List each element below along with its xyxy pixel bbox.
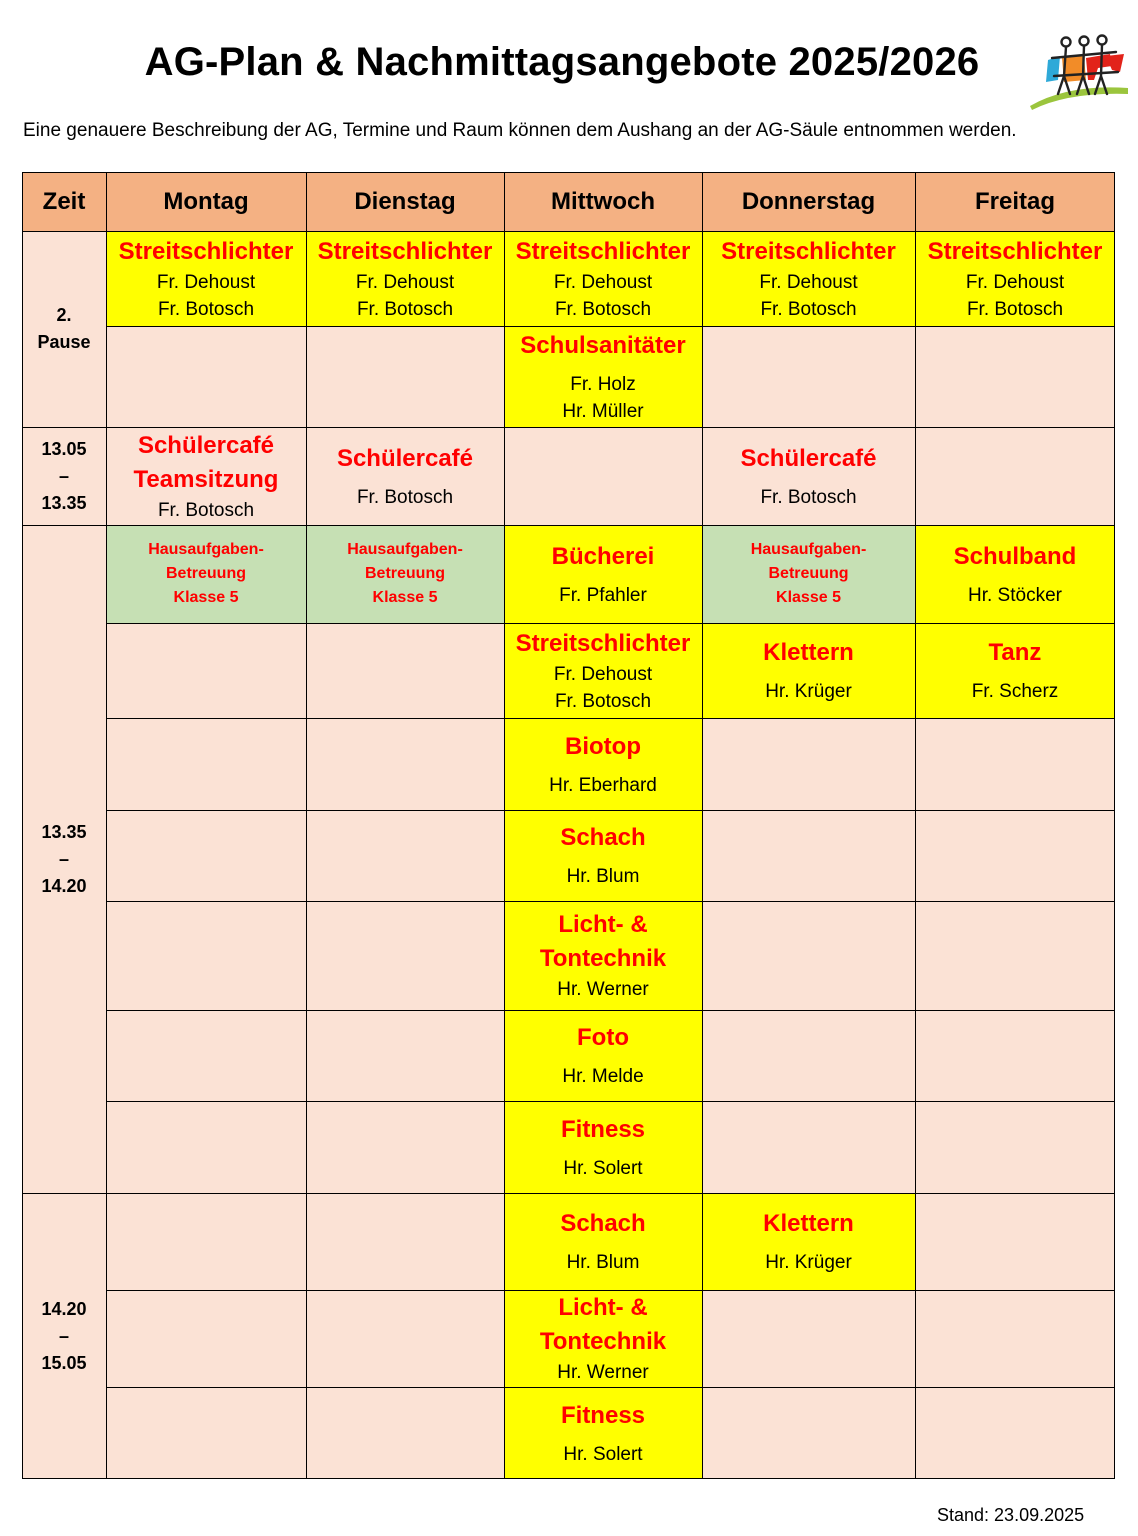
grid-line — [1114, 172, 1115, 1479]
ag-title — [540, 908, 666, 976]
ag-name: Schülercafé — [137, 431, 275, 459]
grid-line — [106, 1387, 1115, 1388]
teacher-name: Hr. Eberhard — [549, 774, 657, 796]
grid-line — [306, 172, 307, 1479]
grid-line — [22, 1478, 1115, 1479]
ag-name: Bücherei — [551, 542, 655, 570]
teacher-name: Hr. Stöcker — [968, 584, 1062, 606]
grid-line — [106, 1010, 1115, 1011]
ag-name: Klasse 5 — [776, 589, 841, 606]
grid-line — [106, 718, 1115, 719]
ag-name: Schülercafé — [740, 444, 877, 472]
column-header: Freitag — [915, 172, 1115, 231]
page-title: AG-Plan & Nachmittagsangebote 2025/2026 — [144, 40, 980, 84]
teacher-name: Hr. Müller — [562, 400, 644, 422]
ag-name: Klettern — [763, 639, 854, 666]
ag-name: Streitschlichter — [515, 629, 691, 657]
grid-line — [106, 623, 1115, 624]
grid-line — [22, 1193, 1115, 1194]
ag-name: Foto — [577, 1024, 629, 1051]
ag-cell[interactable] — [306, 427, 504, 525]
grid-line — [106, 326, 1115, 327]
ag-cell[interactable] — [915, 623, 1115, 718]
school-logo — [1028, 32, 1132, 112]
ag-cell[interactable] — [504, 810, 702, 901]
time-slot-line: Pause — [37, 332, 91, 352]
ag-cell[interactable] — [504, 1193, 702, 1290]
ag-title — [954, 540, 1077, 574]
empty-cell — [106, 901, 306, 1010]
time-slot-line: 14.20 — [41, 875, 87, 896]
empty-cell — [915, 1290, 1115, 1387]
teacher-name: Hr. Krüger — [765, 1252, 852, 1273]
teacher-name: Hr. Krüger — [765, 681, 852, 702]
ag-name: Schach — [560, 824, 646, 851]
teacher-name: Hr. Werner — [557, 979, 649, 1000]
empty-cell — [306, 326, 504, 427]
empty-cell — [915, 427, 1115, 525]
empty-cell — [106, 623, 306, 718]
ag-cell[interactable] — [504, 718, 702, 810]
stand-date: Stand: 23.09.2025 — [937, 1505, 1085, 1525]
empty-cell — [702, 718, 915, 810]
ag-name: Hausaufgaben- — [750, 541, 867, 558]
teacher-name: Fr. Dehoust — [355, 271, 455, 293]
ag-title — [134, 429, 279, 497]
empty-cell — [702, 810, 915, 901]
ag-name: Fitness — [560, 1115, 646, 1143]
empty-cell — [306, 901, 504, 1010]
ag-cell[interactable] — [915, 231, 1115, 326]
grid-line — [106, 1101, 1115, 1102]
teacher-name: Fr. Botosch — [157, 298, 255, 320]
ag-cell[interactable] — [702, 623, 915, 718]
ag-cell[interactable] — [702, 525, 915, 623]
ag-title — [516, 627, 691, 661]
ag-title — [337, 442, 473, 476]
grid-line — [106, 1290, 1115, 1291]
empty-cell — [702, 1010, 915, 1101]
empty-cell — [702, 1290, 915, 1387]
ag-name: Tontechnik — [539, 1328, 667, 1355]
time-slot-line: 14.20 — [41, 1298, 87, 1319]
grid-line — [22, 172, 1115, 173]
grid-line — [504, 172, 505, 1479]
ag-title — [928, 235, 1103, 269]
empty-cell — [306, 1010, 504, 1101]
empty-cell — [915, 1193, 1115, 1290]
ag-cell[interactable] — [915, 525, 1115, 623]
ag-cell[interactable] — [702, 427, 915, 525]
ag-title — [516, 235, 691, 269]
teacher-name: Hr. Blum — [566, 866, 640, 887]
empty-cell — [106, 1101, 306, 1193]
column-header: Montag — [106, 172, 306, 231]
teacher-name: Fr. Dehoust — [759, 271, 858, 293]
time-slot-line: 2. — [56, 305, 72, 325]
teacher-name: Fr. Botosch — [554, 690, 652, 712]
teacher-name: Hr. Solert — [563, 1443, 643, 1465]
empty-cell — [306, 623, 504, 718]
teacher-name: Fr. Botosch — [760, 298, 857, 320]
teacher-name: Fr. Botosch — [760, 486, 857, 508]
ag-name: Schach — [560, 1210, 646, 1237]
time-slot — [22, 1193, 106, 1479]
empty-cell — [702, 1387, 915, 1479]
ag-cell[interactable] — [306, 525, 504, 623]
teacher-name: Hr. Blum — [566, 1252, 640, 1273]
ag-name: Licht- & — [558, 911, 648, 938]
column-header: Zeit — [22, 172, 106, 231]
ag-title — [565, 730, 641, 764]
ag-title — [561, 1399, 645, 1433]
teacher-name: Fr. Scherz — [971, 681, 1059, 702]
teacher-name: Fr. Holz — [570, 373, 636, 395]
column-header: Dienstag — [306, 172, 504, 231]
ag-cell[interactable] — [504, 525, 702, 623]
grid-line — [106, 810, 1115, 811]
empty-cell — [504, 427, 702, 525]
ag-name: Tontechnik — [539, 945, 667, 972]
teacher-name: Fr. Dehoust — [156, 271, 256, 293]
time-slot-line: – — [58, 848, 69, 869]
grid-line — [915, 172, 916, 1479]
ag-cell[interactable] — [106, 525, 306, 623]
ag-cell[interactable] — [504, 1101, 702, 1193]
ag-cell[interactable] — [504, 623, 702, 718]
ag-name: Klettern — [763, 1210, 854, 1237]
empty-cell — [106, 326, 306, 427]
empty-cell — [106, 1290, 306, 1387]
ag-name: Biotop — [565, 732, 641, 760]
ag-cell[interactable] — [702, 231, 915, 326]
empty-cell — [306, 1193, 504, 1290]
ag-cell[interactable] — [504, 1010, 702, 1101]
empty-cell — [915, 901, 1115, 1010]
teacher-name: Fr. Botosch — [356, 486, 454, 508]
ag-title — [721, 235, 896, 269]
time-slot-line: – — [58, 1325, 69, 1346]
empty-cell — [915, 810, 1115, 901]
teacher-name: Fr. Botosch — [157, 499, 255, 521]
ag-title — [540, 1291, 666, 1359]
ag-title — [552, 540, 655, 574]
teacher-name: Fr. Botosch — [554, 298, 652, 320]
ag-title — [989, 636, 1042, 670]
empty-cell — [915, 1101, 1115, 1193]
ag-name: Teamsitzung — [133, 465, 279, 493]
grid-line — [22, 172, 23, 1479]
empty-cell — [702, 326, 915, 427]
ag-title — [520, 329, 685, 363]
ag-cell[interactable] — [306, 231, 504, 326]
teacher-name: Fr. Dehoust — [965, 271, 1065, 293]
ag-name: Klasse 5 — [173, 589, 239, 606]
ag-name: Licht- & — [558, 1294, 648, 1321]
grid-line — [106, 901, 1115, 902]
ag-name: Streitschlichter — [317, 237, 493, 265]
ag-title — [763, 1207, 854, 1241]
empty-cell — [306, 1387, 504, 1479]
ag-cell[interactable] — [106, 427, 306, 525]
time-slot — [22, 231, 106, 427]
column-header: Donnerstag — [702, 172, 915, 231]
teacher-name: Hr. Melde — [562, 1066, 644, 1087]
empty-cell — [106, 718, 306, 810]
intro-text: Eine genauere Beschreibung der AG, Termine und Raum können dem Aushang an der AG-Säule entnommen werden. — [23, 120, 1017, 141]
teacher-name: Hr. Werner — [557, 1362, 649, 1383]
ag-cell[interactable] — [504, 231, 702, 326]
schedule-table — [22, 172, 1115, 1479]
ag-title — [560, 1207, 645, 1241]
ag-cell[interactable] — [702, 1193, 915, 1290]
ag-cell[interactable] — [504, 326, 702, 427]
ag-name: Streitschlichter — [721, 237, 896, 265]
ag-name: Betreuung — [166, 565, 246, 582]
teacher-name: Fr. Botosch — [356, 298, 454, 320]
ag-name: Hausaufgaben- — [148, 541, 264, 558]
ag-name: Schulband — [953, 542, 1077, 570]
ag-cell[interactable] — [504, 1290, 702, 1387]
empty-cell — [915, 1387, 1115, 1479]
empty-cell — [702, 1101, 915, 1193]
ag-name: Tanz — [988, 639, 1042, 666]
ag-title — [740, 442, 876, 476]
ag-cell[interactable] — [106, 231, 306, 326]
grid-line — [106, 172, 107, 1479]
time-slot-line: 13.35 — [41, 821, 87, 842]
ag-name: Fitness — [560, 1401, 646, 1429]
empty-cell — [106, 1193, 306, 1290]
empty-cell — [306, 1101, 504, 1193]
ag-name: Streitschlichter — [118, 237, 294, 265]
ag-name: Betreuung — [768, 565, 849, 582]
ag-name: Hausaufgaben- — [347, 541, 463, 558]
ag-name: Schulsanitäter — [520, 331, 686, 359]
teacher-name: Fr. Botosch — [966, 298, 1064, 320]
grid-line — [702, 172, 703, 1479]
ag-title — [560, 821, 645, 855]
ag-cell[interactable] — [504, 901, 702, 1010]
time-slot — [22, 427, 106, 525]
empty-cell — [915, 326, 1115, 427]
empty-cell — [702, 901, 915, 1010]
teacher-name: Fr. Dehoust — [553, 663, 653, 685]
time-slot-line: 13.05 — [41, 438, 87, 459]
ag-name: Streitschlichter — [515, 237, 691, 265]
ag-name: Schülercafé — [336, 444, 474, 472]
time-slot-line: – — [58, 465, 69, 486]
ag-name: Betreuung — [365, 565, 445, 582]
empty-cell — [306, 1290, 504, 1387]
ag-name: Streitschlichter — [927, 237, 1103, 265]
ag-title — [119, 235, 294, 269]
empty-cell — [106, 1010, 306, 1101]
teacher-name: Fr. Dehoust — [553, 271, 653, 293]
teacher-name: Fr. Pfahler — [559, 584, 647, 606]
ag-title — [763, 636, 854, 670]
time-slot-line: 13.35 — [41, 492, 87, 513]
column-header: Mittwoch — [504, 172, 702, 231]
ag-title — [577, 1021, 629, 1055]
grid-line — [22, 525, 1115, 526]
empty-cell — [306, 718, 504, 810]
grid-line — [22, 231, 1115, 232]
time-slot-line: 15.05 — [41, 1352, 87, 1373]
teacher-name: Hr. Solert — [563, 1157, 643, 1179]
empty-cell — [106, 1387, 306, 1479]
time-slot — [22, 525, 106, 1193]
empty-cell — [915, 718, 1115, 810]
ag-title — [561, 1113, 645, 1147]
ag-name: Klasse 5 — [372, 589, 438, 606]
empty-cell — [306, 810, 504, 901]
ag-title — [318, 235, 493, 269]
grid-line — [22, 427, 1115, 428]
empty-cell — [106, 810, 306, 901]
ag-cell[interactable] — [504, 1387, 702, 1479]
empty-cell — [915, 1010, 1115, 1101]
